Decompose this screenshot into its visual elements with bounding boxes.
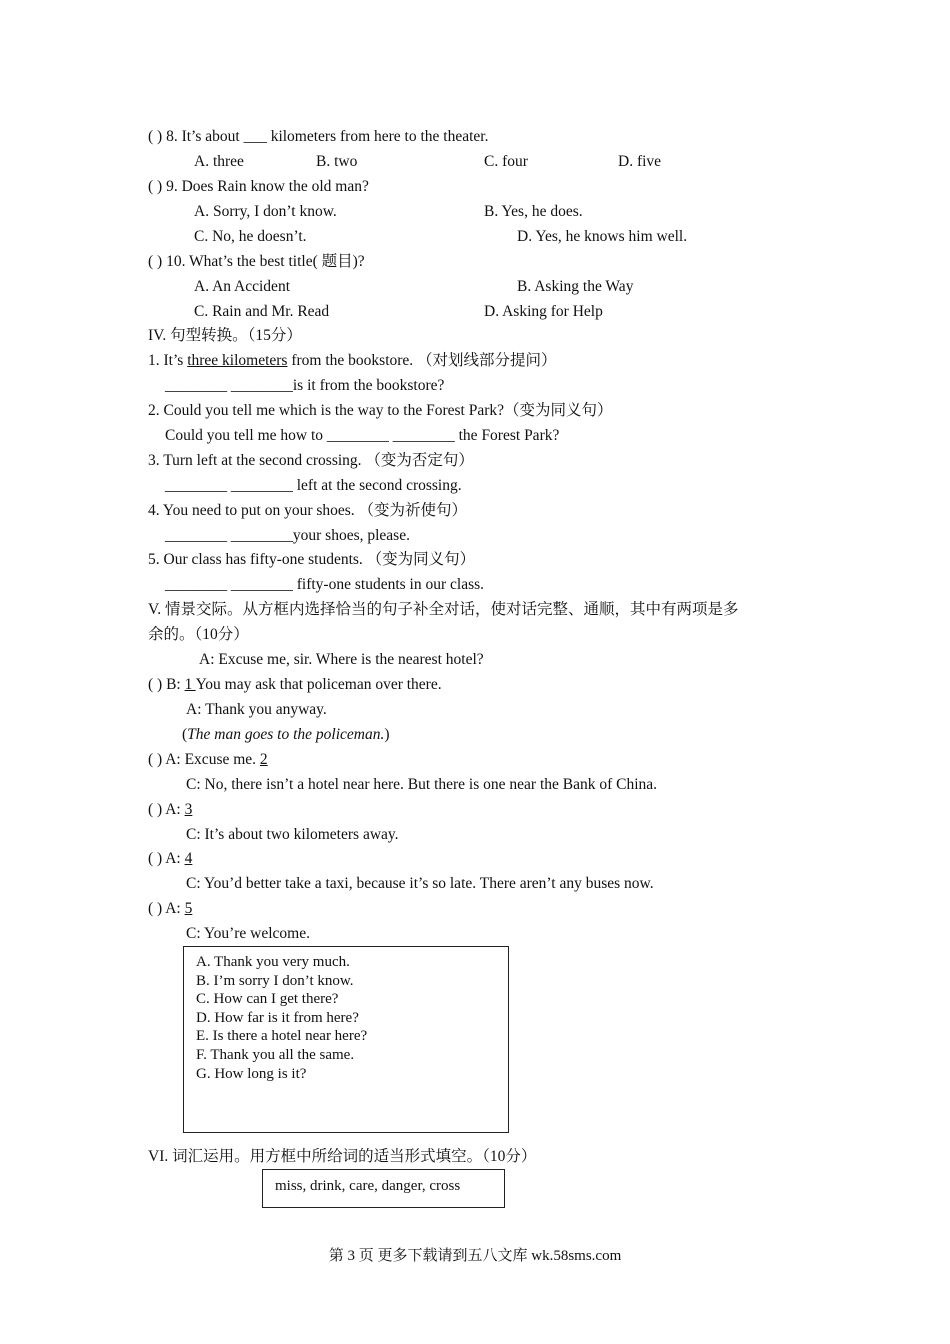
q10-option-d: D. Asking for Help [484,303,603,320]
blank-1: 1 [184,676,196,693]
s4-item1-underlined: three kilometers [187,352,288,369]
option-b: B. I’m sorry I don’t know. [196,972,354,989]
dialog-line-7-pre: ( ) A: [148,801,185,818]
q8-option-c: C. four [484,153,528,170]
s4-item1-answer: ________ ________is it from the bookstore? [165,377,445,394]
s4-item1-pre: 1. It’s [148,352,188,369]
s4-item3: 3. Turn left at the second crossing. （变为否定句） [148,452,474,469]
dialog-line-8: C: It’s about two kilometers away. [186,826,399,843]
blank-3: 3 [184,801,193,818]
paren-close: ) [384,726,390,743]
option-g: G. How long is it? [196,1065,307,1082]
dialog-line-10: C: You’d better take a taxi, because it’s so late. There aren’t any buses now. [186,875,654,892]
s4-item1 [148,351,557,371]
blank-2: 2 [259,751,268,768]
q10-option-b: B. Asking the Way [517,278,634,295]
word-list: miss, drink, care, danger, cross [275,1178,461,1194]
paren-open: ( [182,726,188,743]
q10-option-c: C. Rain and Mr. Read [194,303,330,320]
q8-option-d: D. five [618,153,662,170]
q9-option-d: D. Yes, he knows him well. [517,228,688,245]
dialog-line-1: A: Excuse me, sir. Where is the nearest hotel? [199,651,484,668]
page-footer: 第 3 页 更多下载请到五八文库 wk.58sms.com [328,1248,622,1264]
q9-option-c: C. No, he doesn’t. [194,228,307,245]
section5-title-line2: 余的。（10分） [148,626,249,643]
q10-option-a: A. An Accident [194,278,290,295]
q10-stem: ( ) 10. What’s the best title( 题目)? [148,253,365,270]
blank-5: 5 [184,900,193,917]
stage-direction-text: The man goes to the policeman. [187,726,385,743]
dialog-line-5 [148,750,268,770]
dialog-line-9 [148,849,192,869]
s4-item4: 4. You need to put on your shoes. （变为祈使句） [148,502,468,519]
s4-item5: 5. Our class has fifty-one students. （变为同义句） [148,551,476,568]
dialog-line-3: A: Thank you anyway. [186,701,327,718]
section4-title: IV. 句型转换。（15分） [148,327,302,344]
dialog-line-2 [148,675,442,695]
s4-item4-answer: ________ ________your shoes, please. [165,527,410,544]
q8-option-b: B. two [316,153,358,170]
s4-item2: 2. Could you tell me which is the way to the Forest Park?（变为同义句） [148,402,613,419]
option-c: C. How can I get there? [196,991,339,1008]
section5-title-line1: V. 情景交际。从方框内选择恰当的句子补全对话，使对话完整、通顺，其中有两项是多 [148,601,739,618]
options-box [183,946,509,1133]
q9-option-a: A. Sorry, I don’t know. [194,203,337,220]
blank-4: 4 [184,850,193,867]
dialog-line-2-pre: ( ) B: [148,676,185,693]
dialog-line-7 [148,800,192,820]
s4-item2-answer: Could you tell me how to ________ ________ the Forest Park? [165,427,560,444]
dialog-line-12: C: You’re welcome. [186,925,310,942]
dialog-line-2-post: You may ask that policeman over there. [195,676,442,693]
option-d: D. How far is it from here? [196,1009,359,1026]
dialog-line-11 [148,899,192,919]
q9-option-b: B. Yes, he does. [484,203,583,220]
q8-option-a: A. three [194,153,244,170]
dialog-line-11-pre: ( ) A: [148,900,185,917]
q8-stem: ( ) 8. It’s about ___ kilometers from here to the theater. [148,128,489,145]
option-e: E. Is there a hotel near here? [196,1028,368,1045]
s4-item1-post: from the bookstore. （对划线部分提问） [287,352,557,369]
option-a: A. Thank you very much. [196,954,350,970]
s4-item3-answer: ________ ________ left at the second crossing. [165,477,462,494]
dialog-stage-direction [182,725,390,745]
option-f: F. Thank you all the same. [196,1047,355,1063]
dialog-line-6: C: No, there isn’t a hotel near here. But there is one near the Bank of China. [186,776,658,793]
s4-item5-answer: ________ ________ fifty-one students in our class. [165,576,485,593]
word-box [262,1169,505,1208]
section6-title: VI. 词汇运用。用方框中所给词的适当形式填空。（10分） [148,1148,537,1165]
q9-stem: ( ) 9. Does Rain know the old man? [148,178,369,195]
dialog-line-5-pre: ( ) A: Excuse me. [148,751,260,768]
dialog-line-9-pre: ( ) A: [148,850,185,867]
